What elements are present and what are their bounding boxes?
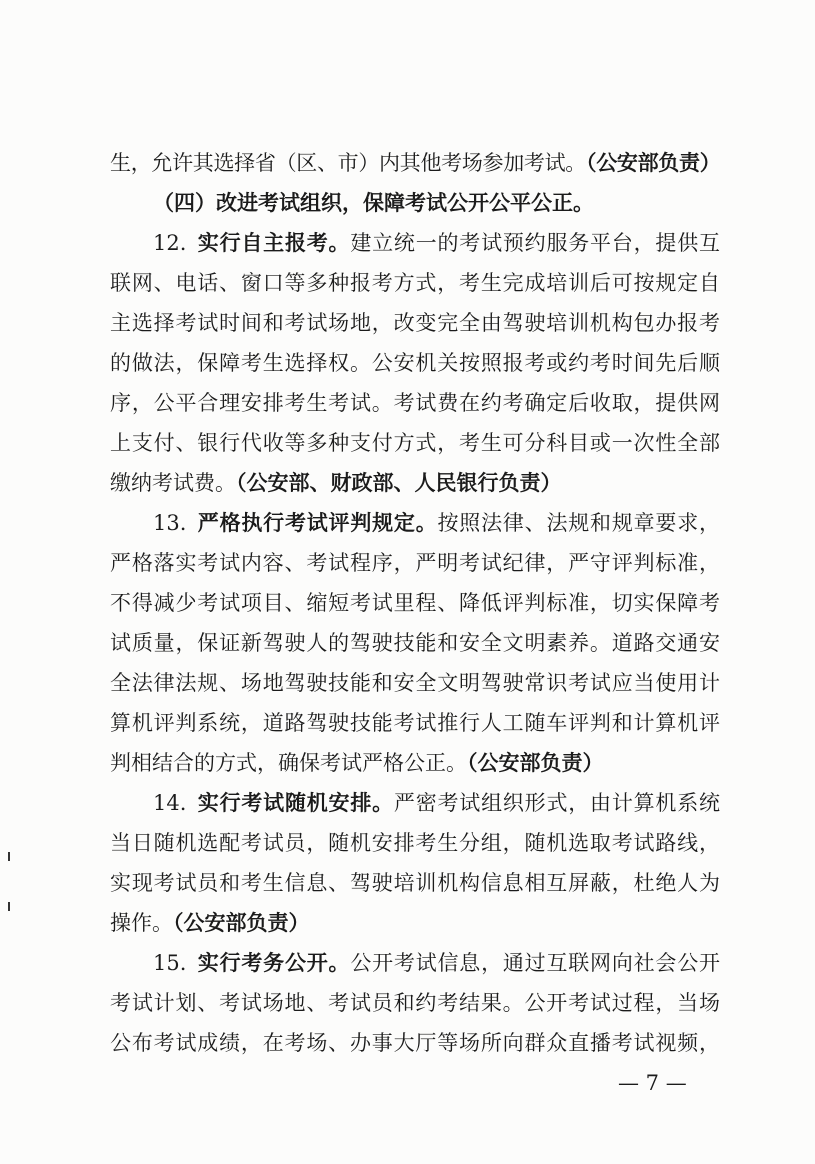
text-line	[110, 943, 720, 983]
line-text: 按照法律、法规和规章要求，	[437, 511, 720, 535]
text-line: 算机评判系统，道路驾驶技能考试推行人工随车评判和计算机评	[110, 711, 720, 735]
item-title: 严格执行考试评判规定。	[197, 510, 438, 535]
responsible-dept: （公安部负责）	[467, 750, 604, 775]
text-line: 主选择考试时间和考试场地，改变完全由驾驶培训机构包办报考	[110, 311, 720, 335]
text-line	[110, 503, 720, 543]
section-heading: （四）改进考试组织，保障考试公开公平公正。	[153, 190, 594, 215]
line-text: 缴纳考试费。	[110, 471, 236, 495]
text-line	[110, 143, 720, 183]
scan-mark	[8, 852, 10, 861]
text-line: 考试计划、考试场地、考试员和约考结果。公开考试过程，当场	[110, 991, 720, 1015]
text-line: 公布考试成绩，在考场、办事大厅等场所向群众直播考试视频，	[110, 1031, 720, 1055]
line-text: 操作。	[110, 911, 173, 935]
document-body	[110, 143, 720, 1063]
text-line	[110, 903, 720, 943]
text-line	[110, 463, 720, 503]
line-text: 生，允许其选择省（区、市）内其他考场参加考试。	[110, 151, 587, 175]
item-number: 13.	[153, 511, 187, 535]
text-line: 的做法，保障考生选择权。公安机关按照报考或约考时间先后顺	[110, 351, 720, 375]
item-title: 实行考试随机安排。	[197, 790, 394, 815]
text-line	[110, 783, 720, 823]
item-number: 15.	[153, 951, 187, 975]
scan-mark	[8, 902, 10, 911]
responsible-dept: （公安部、财政部、人民银行负责）	[236, 470, 562, 495]
page-number: — 7 —	[618, 1071, 687, 1095]
line-text: 判相结合的方式，确保考试严格公正。	[110, 751, 467, 775]
text-line: 不得减少考试项目、缩短考试里程、降低评判标准，切实保障考	[110, 591, 720, 615]
item-number: 14.	[153, 791, 187, 815]
item-12	[110, 223, 720, 503]
text-line: 当日随机选配考试员，随机安排考生分组，随机选取考试路线，	[110, 831, 720, 855]
item-15	[110, 943, 720, 1063]
line-text: 建立统一的考试预约服务平台，提供互	[350, 231, 721, 255]
item-number: 12.	[153, 231, 187, 255]
text-line: 序，公平合理安排考生考试。考试费在约考确定后收取，提供网	[110, 391, 720, 415]
item-title: 实行自主报考。	[197, 230, 351, 255]
responsible-dept: （公安部负责）	[586, 150, 720, 175]
text-line: 严格落实考试内容、考试程序，严明考试纪律，严守评判标准，	[110, 551, 720, 575]
item-13	[110, 503, 720, 783]
text-line	[110, 223, 720, 263]
line-text: 严密考试组织形式，由计算机系统	[393, 791, 721, 815]
text-line: 联网、电话、窗口等多种报考方式，考生完成培训后可按规定自	[110, 271, 720, 295]
item-title: 实行考务公开。	[197, 950, 351, 975]
text-line: 试质量，保证新驾驶人的驾驶技能和安全文明素养。道路交通安	[110, 631, 720, 655]
text-line: 全法律法规、场地驾驶技能和安全文明驾驶常识考试应当使用计	[110, 671, 720, 695]
responsible-dept: （公安部负责）	[173, 910, 310, 935]
text-line: 上支付、银行代收等多种支付方式，考生可分科目或一次性全部	[110, 431, 720, 455]
text-line	[110, 743, 720, 783]
item-14	[110, 783, 720, 943]
line-text: 公开考试信息，通过互联网向社会公开	[350, 951, 721, 975]
text-line: 实现考试员和考生信息、驾驶培训机构信息相互屏蔽，杜绝人为	[110, 871, 720, 895]
